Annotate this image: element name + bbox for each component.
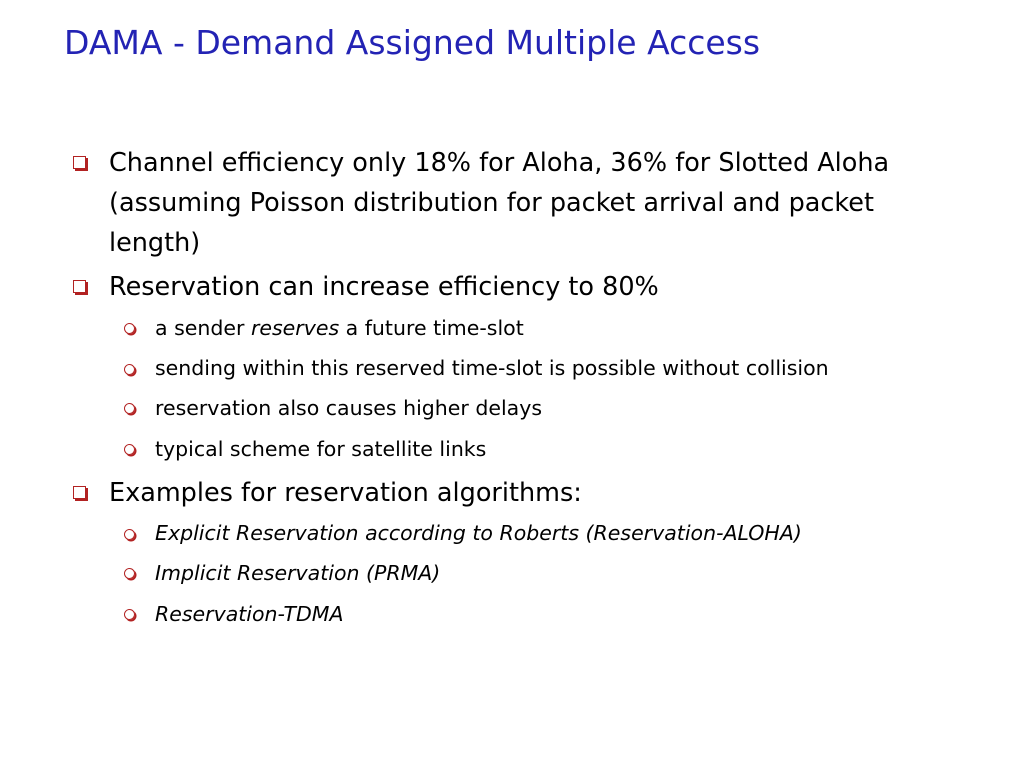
sub-bullet-text-emphasis: reserves <box>250 316 340 340</box>
bullet-item <box>72 473 972 513</box>
bullet-item <box>72 267 972 307</box>
bullet-text: Examples for reservation algorithms: <box>109 478 582 508</box>
sub-bullet-text: sending within this reserved time-slot is possible without collision <box>155 356 829 380</box>
slide-title: DAMA - Demand Assigned Multiple Access <box>64 23 761 62</box>
sub-bullet-text: typical scheme for satellite links <box>155 437 487 461</box>
sub-bullet-item <box>155 597 972 631</box>
circle-bullet-icon <box>124 364 135 375</box>
sub-bullet-item <box>155 432 972 466</box>
sub-bullet-item <box>155 352 972 384</box>
sub-bullet-item <box>155 311 972 345</box>
sub-bullet-text: Explicit Reservation according to Roberts (Reservation-ALOHA) <box>155 521 802 545</box>
bullet-text: Channel efficiency only 18% for Aloha, 36% for Slotted Aloha (assuming Poisson distribution for packet arrival and packet length) <box>109 148 890 258</box>
sub-bullet-item <box>155 517 972 549</box>
circle-bullet-icon <box>124 568 135 579</box>
bullet-text: Reservation can increase efficiency to 80% <box>109 272 659 302</box>
circle-bullet-icon <box>124 403 135 414</box>
square-bullet-icon <box>73 280 86 293</box>
sub-bullet-text-post: a future time-slot <box>339 316 524 340</box>
sub-bullet-text: Reservation-TDMA <box>155 602 344 626</box>
circle-bullet-icon <box>124 609 135 620</box>
circle-bullet-icon <box>124 444 135 455</box>
square-bullet-icon <box>73 486 86 499</box>
bullet-list <box>72 143 972 638</box>
circle-bullet-icon <box>124 529 135 540</box>
sub-bullet-item <box>155 556 972 590</box>
square-bullet-icon <box>73 156 86 169</box>
sub-bullet-item <box>155 391 972 425</box>
sub-bullet-text: reservation also causes higher delays <box>155 396 543 420</box>
circle-bullet-icon <box>124 323 135 334</box>
bullet-item <box>72 143 972 263</box>
sub-bullet-text-pre: a sender <box>155 316 251 340</box>
sub-bullet-text: Implicit Reservation (PRMA) <box>155 561 441 585</box>
